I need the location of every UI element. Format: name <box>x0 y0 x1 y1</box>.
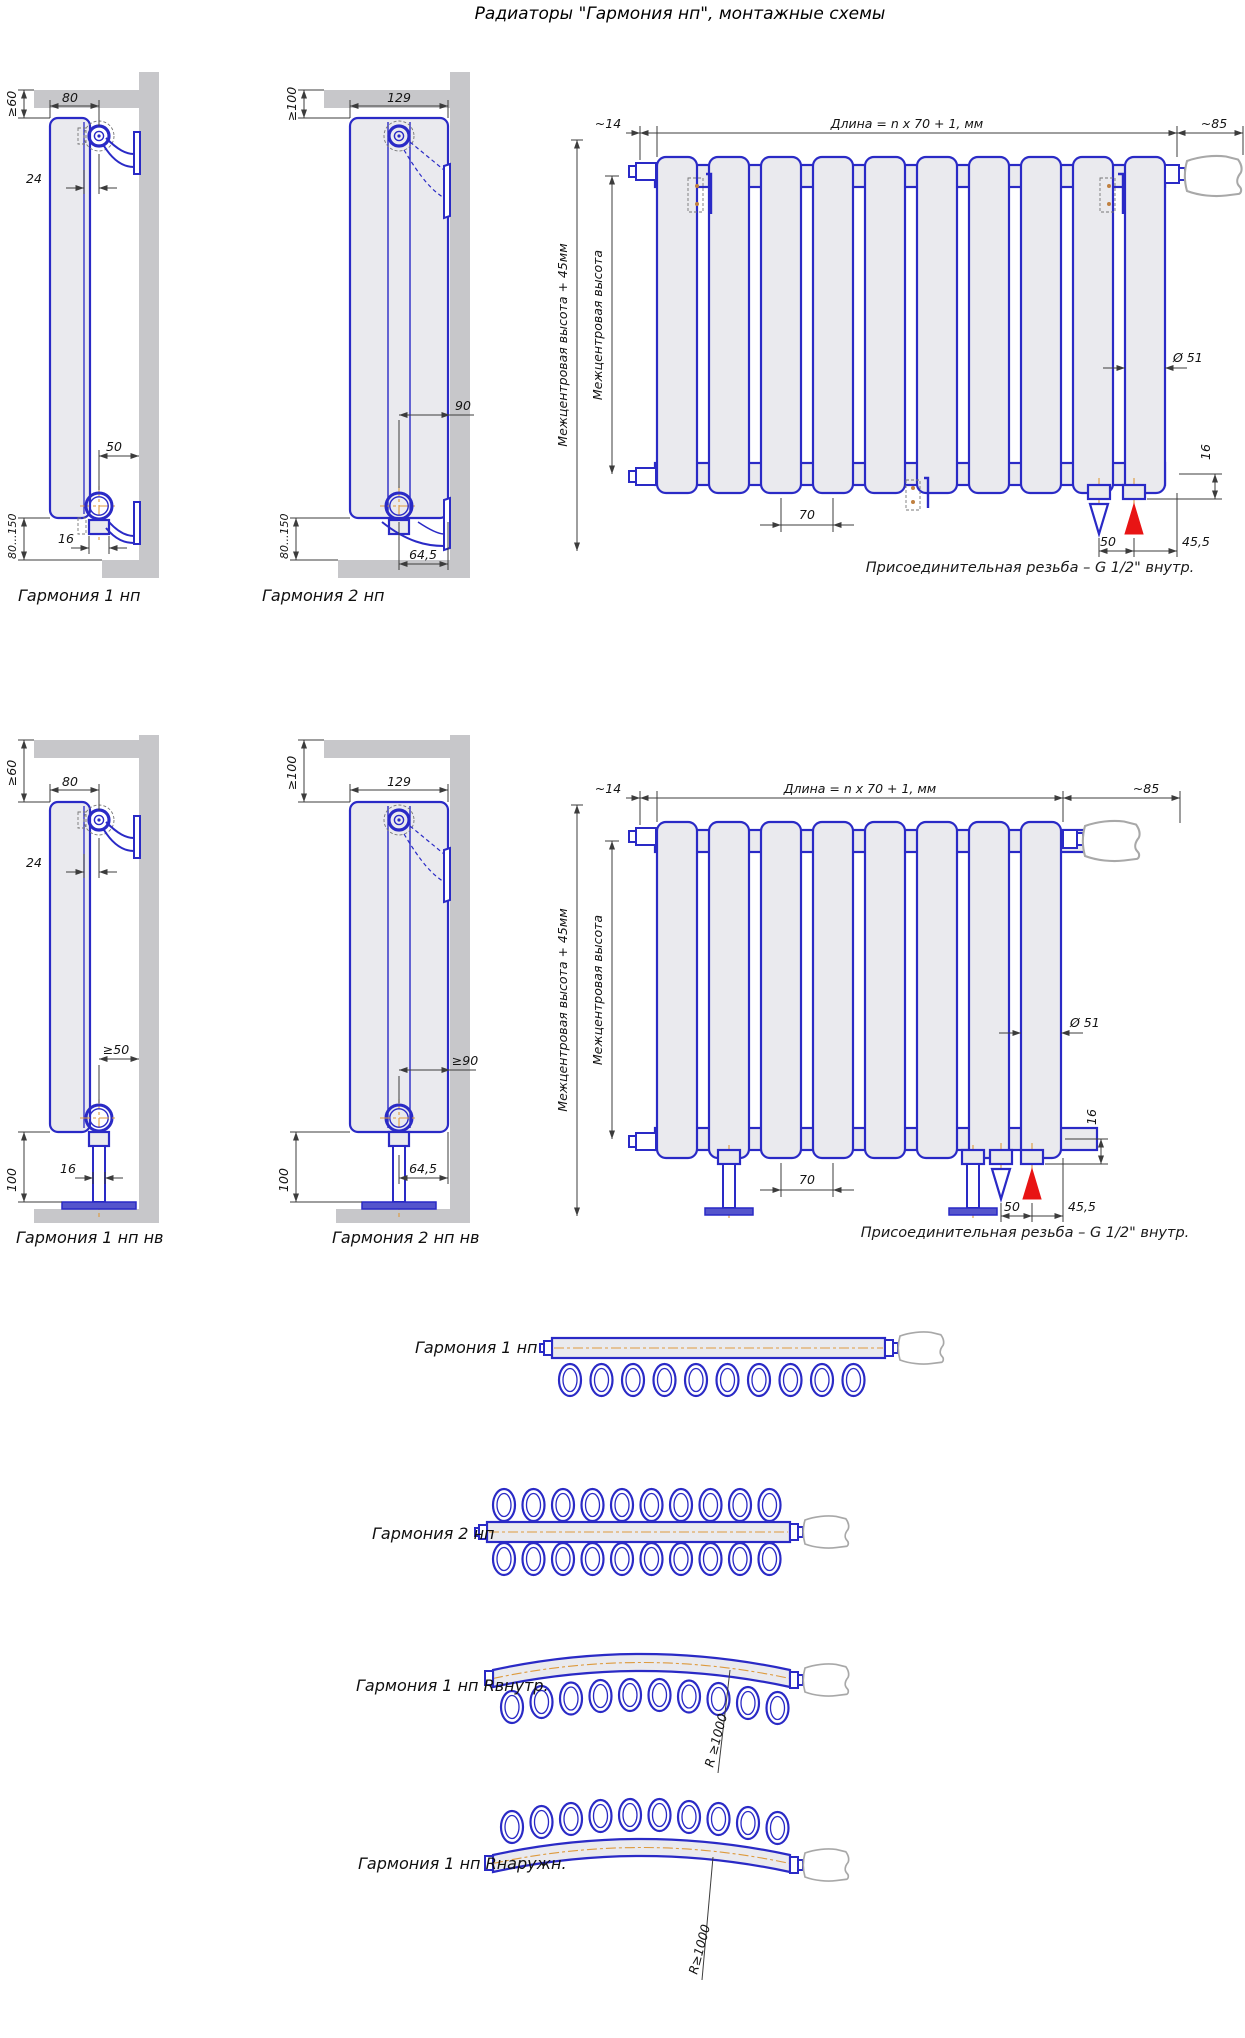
dim-label: 64,5 <box>409 1161 437 1176</box>
dim-ports <box>1001 1158 1096 1222</box>
dim-label: ~85 <box>1200 116 1228 131</box>
side-view-garmoniya-1np-nv <box>6 735 231 1230</box>
dim-length <box>595 781 1180 825</box>
dim-label: 16 <box>58 531 74 546</box>
window-sill <box>34 740 146 758</box>
dim-label: ≥100 <box>284 755 299 791</box>
dim-label: 100 <box>4 1168 19 1192</box>
caption-top-view-double: Гармония 2 нп <box>372 1524 495 1543</box>
dim-label: 90 <box>455 398 471 413</box>
thermostat-head <box>1165 156 1242 196</box>
dim-pipe-to-wall <box>99 1042 139 1103</box>
outlet-triangle-icon <box>992 1169 1010 1199</box>
caption-garmoniya-2np-nv: Гармония 2 нп нв <box>332 1228 480 1247</box>
dim-floor-gap <box>276 1132 362 1202</box>
dim-label: 50 <box>1100 534 1116 549</box>
dim-label: 129 <box>387 774 411 789</box>
dim-center-height <box>555 805 619 1216</box>
top-views <box>350 1300 990 2038</box>
caption-garmoniya-2np: Гармония 2 нп <box>262 586 385 605</box>
dim-pipe-diameter <box>60 1161 123 1184</box>
dim-width <box>350 774 448 802</box>
radius-label: R≥1000 <box>685 1922 714 1976</box>
wall <box>139 72 159 578</box>
dim-label: Межцентровая высота + 45мм <box>555 243 570 447</box>
thermostat-head <box>803 1849 848 1881</box>
dim-label: ≥90 <box>451 1053 479 1068</box>
dim-pitch <box>760 498 854 532</box>
tube-sections <box>501 1799 789 1844</box>
dim-label: 16 <box>1198 444 1213 460</box>
top-view-bend-outer <box>485 1799 849 1980</box>
left-end-plugs <box>629 163 656 485</box>
dim-label: ≥50 <box>102 1042 130 1057</box>
dim-label: Межцентровая высота <box>590 249 605 401</box>
dim-label: ~85 <box>1132 781 1160 796</box>
dim-label: 80 <box>62 90 78 105</box>
inlet-triangle-icon <box>1125 504 1143 534</box>
dim-label: Длина = n x 70 + 1, мм <box>830 116 984 131</box>
dim-center-height <box>555 140 619 551</box>
dim-label: 80...150 <box>278 513 291 559</box>
thermostat-head <box>898 1332 943 1364</box>
dim-label: ≥60 <box>4 759 19 787</box>
dim-label: 70 <box>799 507 815 522</box>
tube-sections <box>559 1364 865 1396</box>
dim-floor-gap <box>278 514 350 560</box>
dim-label: 80...150 <box>6 513 19 559</box>
outlet-triangle-icon <box>1090 504 1108 534</box>
dim-label: 50 <box>106 439 122 454</box>
top-view-double <box>475 1489 849 1575</box>
dim-label: 16 <box>60 1161 76 1176</box>
inlet-triangle-icon <box>1023 1169 1041 1199</box>
dim-label: 70 <box>799 1172 815 1187</box>
front-view-wall-mounted <box>440 70 1245 630</box>
dim-label: Межцентровая высота <box>590 914 605 1066</box>
dim-label: ~14 <box>594 781 622 796</box>
caption-top-view-bend-inner: Гармония 1 нп Rвнутр. <box>356 1676 549 1695</box>
dim-label: 24 <box>26 171 42 186</box>
floor <box>34 1209 159 1223</box>
thermostat-head <box>1063 821 1140 861</box>
dim-label: 24 <box>26 855 42 870</box>
dim-label: 45,5 <box>1182 534 1210 549</box>
tube-sections <box>493 1489 781 1521</box>
radius-label: R ≥1000 <box>701 1711 731 1769</box>
dim-label: 16 <box>1084 1109 1099 1125</box>
drawing-title: Радиаторы "Гармония нп", монтажные схемы <box>474 4 886 24</box>
dim-floor-gap <box>4 1132 62 1202</box>
dim-label: ~14 <box>594 116 622 131</box>
top-view-bend-inner <box>485 1654 849 1773</box>
caption-top-view-bend-outer: Гармония 1 нп Rнаружн. <box>358 1854 567 1873</box>
caption-garmoniya-1np: Гармония 1 нп <box>18 586 141 605</box>
thermostat-head <box>803 1664 848 1696</box>
dim-label: 129 <box>387 90 411 105</box>
dim-pitch <box>760 1163 854 1197</box>
side-view-garmoniya-1np <box>6 70 231 615</box>
wall <box>139 735 159 1209</box>
dim-label: Длина = n x 70 + 1, мм <box>783 781 937 796</box>
dim-label: ≥60 <box>4 90 19 118</box>
bottom-ports <box>990 1143 1043 1199</box>
tube-sections <box>493 1543 781 1575</box>
caption-top-view-single: Гармония 1 нп <box>415 1338 538 1357</box>
caption-garmoniya-1np-nv: Гармония 1 нп нв <box>16 1228 164 1247</box>
radiator-body <box>50 802 90 1132</box>
columns <box>657 157 1165 493</box>
thermostat-head <box>803 1516 848 1548</box>
thread-note: Присоединительная резьба – G 1/2" внутр. <box>860 1225 1190 1241</box>
dim-label: Межцентровая высота + 45мм <box>555 908 570 1112</box>
dim-label: 100 <box>276 1168 291 1192</box>
front-view-floor-mounted <box>440 735 1245 1295</box>
dim-label: 45,5 <box>1068 1199 1096 1214</box>
dim-label: Ø 51 <box>1070 1015 1100 1030</box>
dim-floor-gap <box>6 514 102 560</box>
dim-label: 50 <box>1004 1199 1020 1214</box>
dim-label: Ø 51 <box>1173 350 1203 365</box>
dim-label: 64,5 <box>409 547 437 562</box>
bottom-ports <box>1088 478 1145 534</box>
left-end-plugs <box>629 828 656 1150</box>
dim-pipe-to-wall <box>99 439 139 490</box>
dim-label: ≥100 <box>284 86 299 122</box>
dim-length <box>595 116 1243 160</box>
window-sill <box>34 90 146 108</box>
columns <box>657 822 1061 1158</box>
dim-ports <box>1099 493 1210 557</box>
top-view-single <box>540 1332 944 1396</box>
window-sill <box>324 740 450 758</box>
thread-note: Присоединительная резьба – G 1/2" внутр. <box>865 560 1195 576</box>
dim-label: 80 <box>62 774 78 789</box>
floor <box>102 560 159 578</box>
